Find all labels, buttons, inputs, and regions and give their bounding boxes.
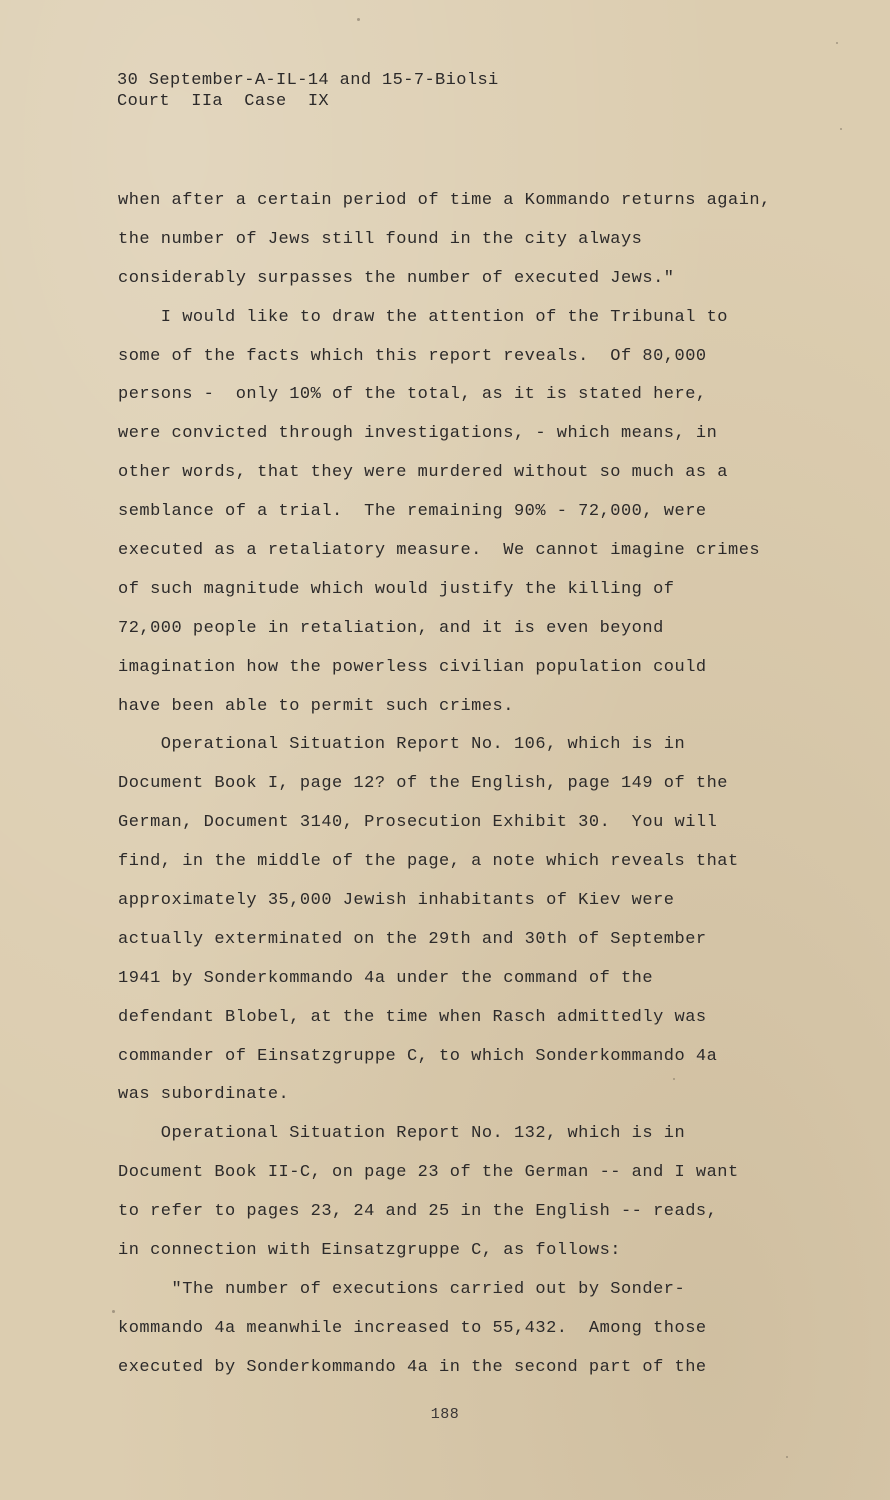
text-line: Operational Situation Report No. 132, which is in [118, 1124, 686, 1144]
text-line: of such magnitude which would justify the killing of [118, 579, 675, 599]
text-line: 72,000 people in retaliation, and it is even beyond [118, 618, 664, 638]
paper-speck [357, 18, 360, 21]
text-line: Document Book I, page 12? of the English, page 149 of the [118, 774, 728, 794]
transcript-body [118, 182, 838, 1388]
text-line: in connection with Einsatzgruppe C, as follows: [118, 1241, 621, 1261]
text-line: kommando 4a meanwhile increased to 55,432. Among those [118, 1318, 707, 1338]
text-line: some of the facts which this report reveals. Of 80,000 [118, 346, 707, 366]
text-line: to refer to pages 23, 24 and 25 in the English -- reads, [118, 1202, 718, 1222]
paper-speck [836, 42, 838, 44]
text-line: semblance of a trial. The remaining 90% - 72,000, were [118, 502, 707, 522]
text-line: were convicted through investigations, - which means, in [118, 424, 718, 444]
text-line: was subordinate. [118, 1085, 290, 1105]
text-line: actually exterminated on the 29th and 30th of September [118, 929, 707, 949]
text-line: Document Book II-C, on page 23 of the German -- and I want [118, 1163, 739, 1183]
text-line: other words, that they were murdered without so much as a [118, 463, 728, 483]
paper-speck [112, 1310, 115, 1313]
page-header [117, 70, 499, 112]
text-line: executed by Sonderkommando 4a in the second part of the [118, 1357, 707, 1377]
page-number: 188 [430, 1406, 460, 1423]
text-line: I would like to draw the attention of the Tribunal to [118, 307, 728, 327]
text-line: find, in the middle of the page, a note which reveals that [118, 852, 739, 872]
text-line: the number of Jews still found in the city always [118, 229, 643, 249]
text-line: approximately 35,000 Jewish inhabitants of Kiev were [118, 891, 675, 911]
text-line: have been able to permit such crimes. [118, 696, 514, 716]
text-line: when after a certain period of time a Kommando returns again, [118, 191, 771, 210]
text-line: persons - only 10% of the total, as it is stated here, [118, 385, 707, 405]
text-line: Operational Situation Report No. 106, which is in [118, 735, 686, 755]
text-line: 1941 by Sonderkommando 4a under the command of the [118, 968, 654, 988]
text-line: considerably surpasses the number of executed Jews." [118, 268, 675, 288]
header-line-1: 30 September-A-IL-14 and 15-7-Biolsi [117, 71, 499, 90]
text-line: "The number of executions carried out by Sonder- [118, 1279, 686, 1299]
text-line: commander of Einsatzgruppe C, to which Sonderkommando 4a [118, 1046, 718, 1066]
text-line: imagination how the powerless civilian population could [118, 657, 707, 677]
header-line-2: Court IIa Case IX [117, 92, 330, 111]
paper-speck [840, 128, 842, 130]
paper-speck [786, 1456, 788, 1458]
text-line: German, Document 3140, Prosecution Exhibit 30. You will [118, 813, 718, 833]
text-line: executed as a retaliatory measure. We cannot imagine crimes [118, 541, 761, 561]
text-line: defendant Blobel, at the time when Rasch admittedly was [118, 1007, 707, 1027]
paper-speck [673, 1078, 675, 1080]
